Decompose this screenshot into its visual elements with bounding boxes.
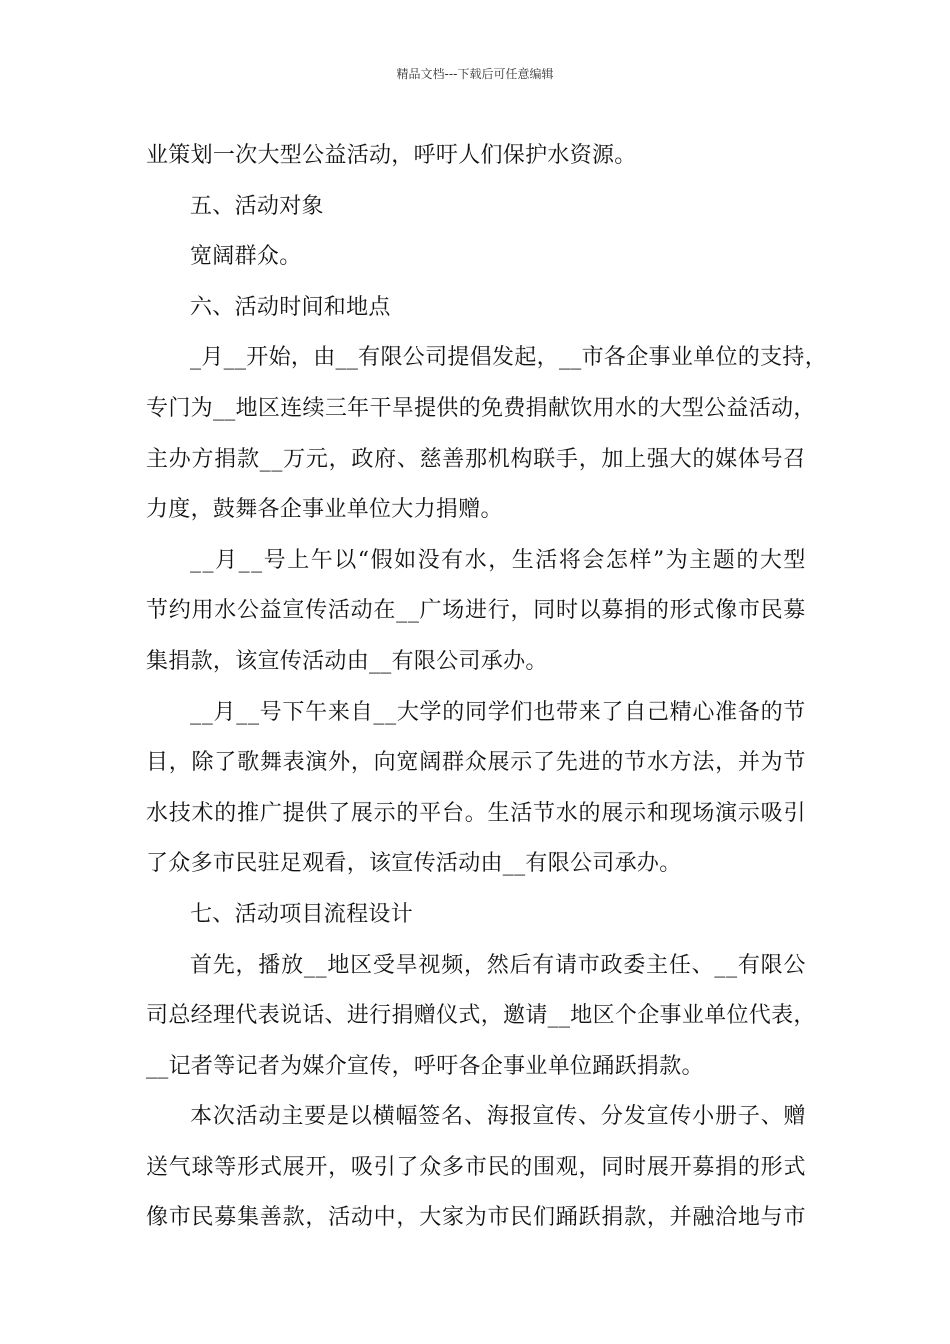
text-line: 宽阔群众。 <box>190 244 302 270</box>
text-line: 专 门 为 _ _ 地 区 连 续 三 年 干 旱 提 供 的 免 费 捐 献 饮 用 水 的 大 型 公 益 活 动 ， <box>146 395 816 421</box>
page-header: 精品文档---下载后可任意编辑 <box>396 67 554 81</box>
text-line: 业策划一次大型公益活动，呼吁人们保护水资源。 <box>146 143 637 168</box>
text-line: 了众多市民驻足观看，该宣传活动由__有限公司承办。 <box>146 851 682 877</box>
text-line: _ _ 月 _ _ 号 下 午 来 自 _ _ 大 学 的 同 学 们 也 带 来 了 自 己 精 心 准 备 的 节 <box>190 699 806 725</box>
document-body <box>146 131 827 1244</box>
text-line: 本 次 活 动 主 要 是 以 横 幅 签 名 、 海 报 宣 传 、 分 发 宣 传 小 册 子 、 赠 <box>190 1104 806 1130</box>
text-line: 力度，鼓舞各企事业单位大力捐赠。 <box>146 497 503 523</box>
text-line: _ 月 _ _ 开 始 ， 由 _ _ 有 限 公 司 提 倡 发 起 ， _ _ 市 各 企 事 业 单 位 的 支 持 ， <box>190 345 827 371</box>
text-line: 目 ， 除 了 歌 舞 表 演 外 ， 向 宽 阔 群 众 展 示 了 先 进 的 节 水 方 法 ， 并 为 节 <box>146 750 806 776</box>
text-line: 集捐款，该宣传活动由__有限公司承办。 <box>146 648 548 674</box>
text-line: 水 技 术 的 推 广 提 供 了 展 示 的 平 台 。 生 活 节 水 的 展 示 和 现 场 演 示 吸 引 <box>146 800 806 826</box>
text-line: 五、活动对象 <box>190 193 324 219</box>
text-line: __记者等记者为媒介宣传，呼吁各企事业单位踊跃捐款。 <box>146 1053 704 1079</box>
text-line: 七、活动项目流程设计 <box>190 901 414 927</box>
text-line: 首 先 ， 播 放 _ _ 地 区 受 旱 视 频 ， 然 后 有 请 市 政 委 主 任 、 _ _ 有 限 公 <box>190 952 806 978</box>
text-line: 像 市 民 募 集 善 款 ， 活 动 中 ， 大 家 为 市 民 们 踊 跃 捐 款 ， 并 融 洽 地 与 市 <box>146 1205 806 1231</box>
text-line: 送 气 球 等 形 式 展 开 ， 吸 引 了 众 多 市 民 的 围 观 ， 同 时 展 开 募 捐 的 形 式 <box>146 1154 806 1180</box>
text-line: 节 约 用 水 公 益 宣 传 活 动 在 _ _ 广 场 进 行 ， 同 时 以 募 捐 的 形 式 像 市 民 募 <box>146 598 806 624</box>
text-line: 司 总 经 理 代 表 说 话 、 进 行 捐 赠 仪 式 ， 邀 请 _ _ 地 区 个 企 事 业 单 位 代 表 ， <box>146 1003 816 1029</box>
text-line: 六、活动时间和地点 <box>190 294 391 320</box>
text-line: 主 办 方 捐 款 _ _ 万 元 ， 政 府 、 慈 善 那 机 构 联 手 ， 加 上 强 大 的 媒 体 号 召 <box>146 446 806 472</box>
text-line: _ _ 月 _ _ 号 上 午 以 “ 假 如 没 有 水 ， 生 活 将 会 怎 样 ” 为 主 题 的 大 型 <box>190 547 806 573</box>
